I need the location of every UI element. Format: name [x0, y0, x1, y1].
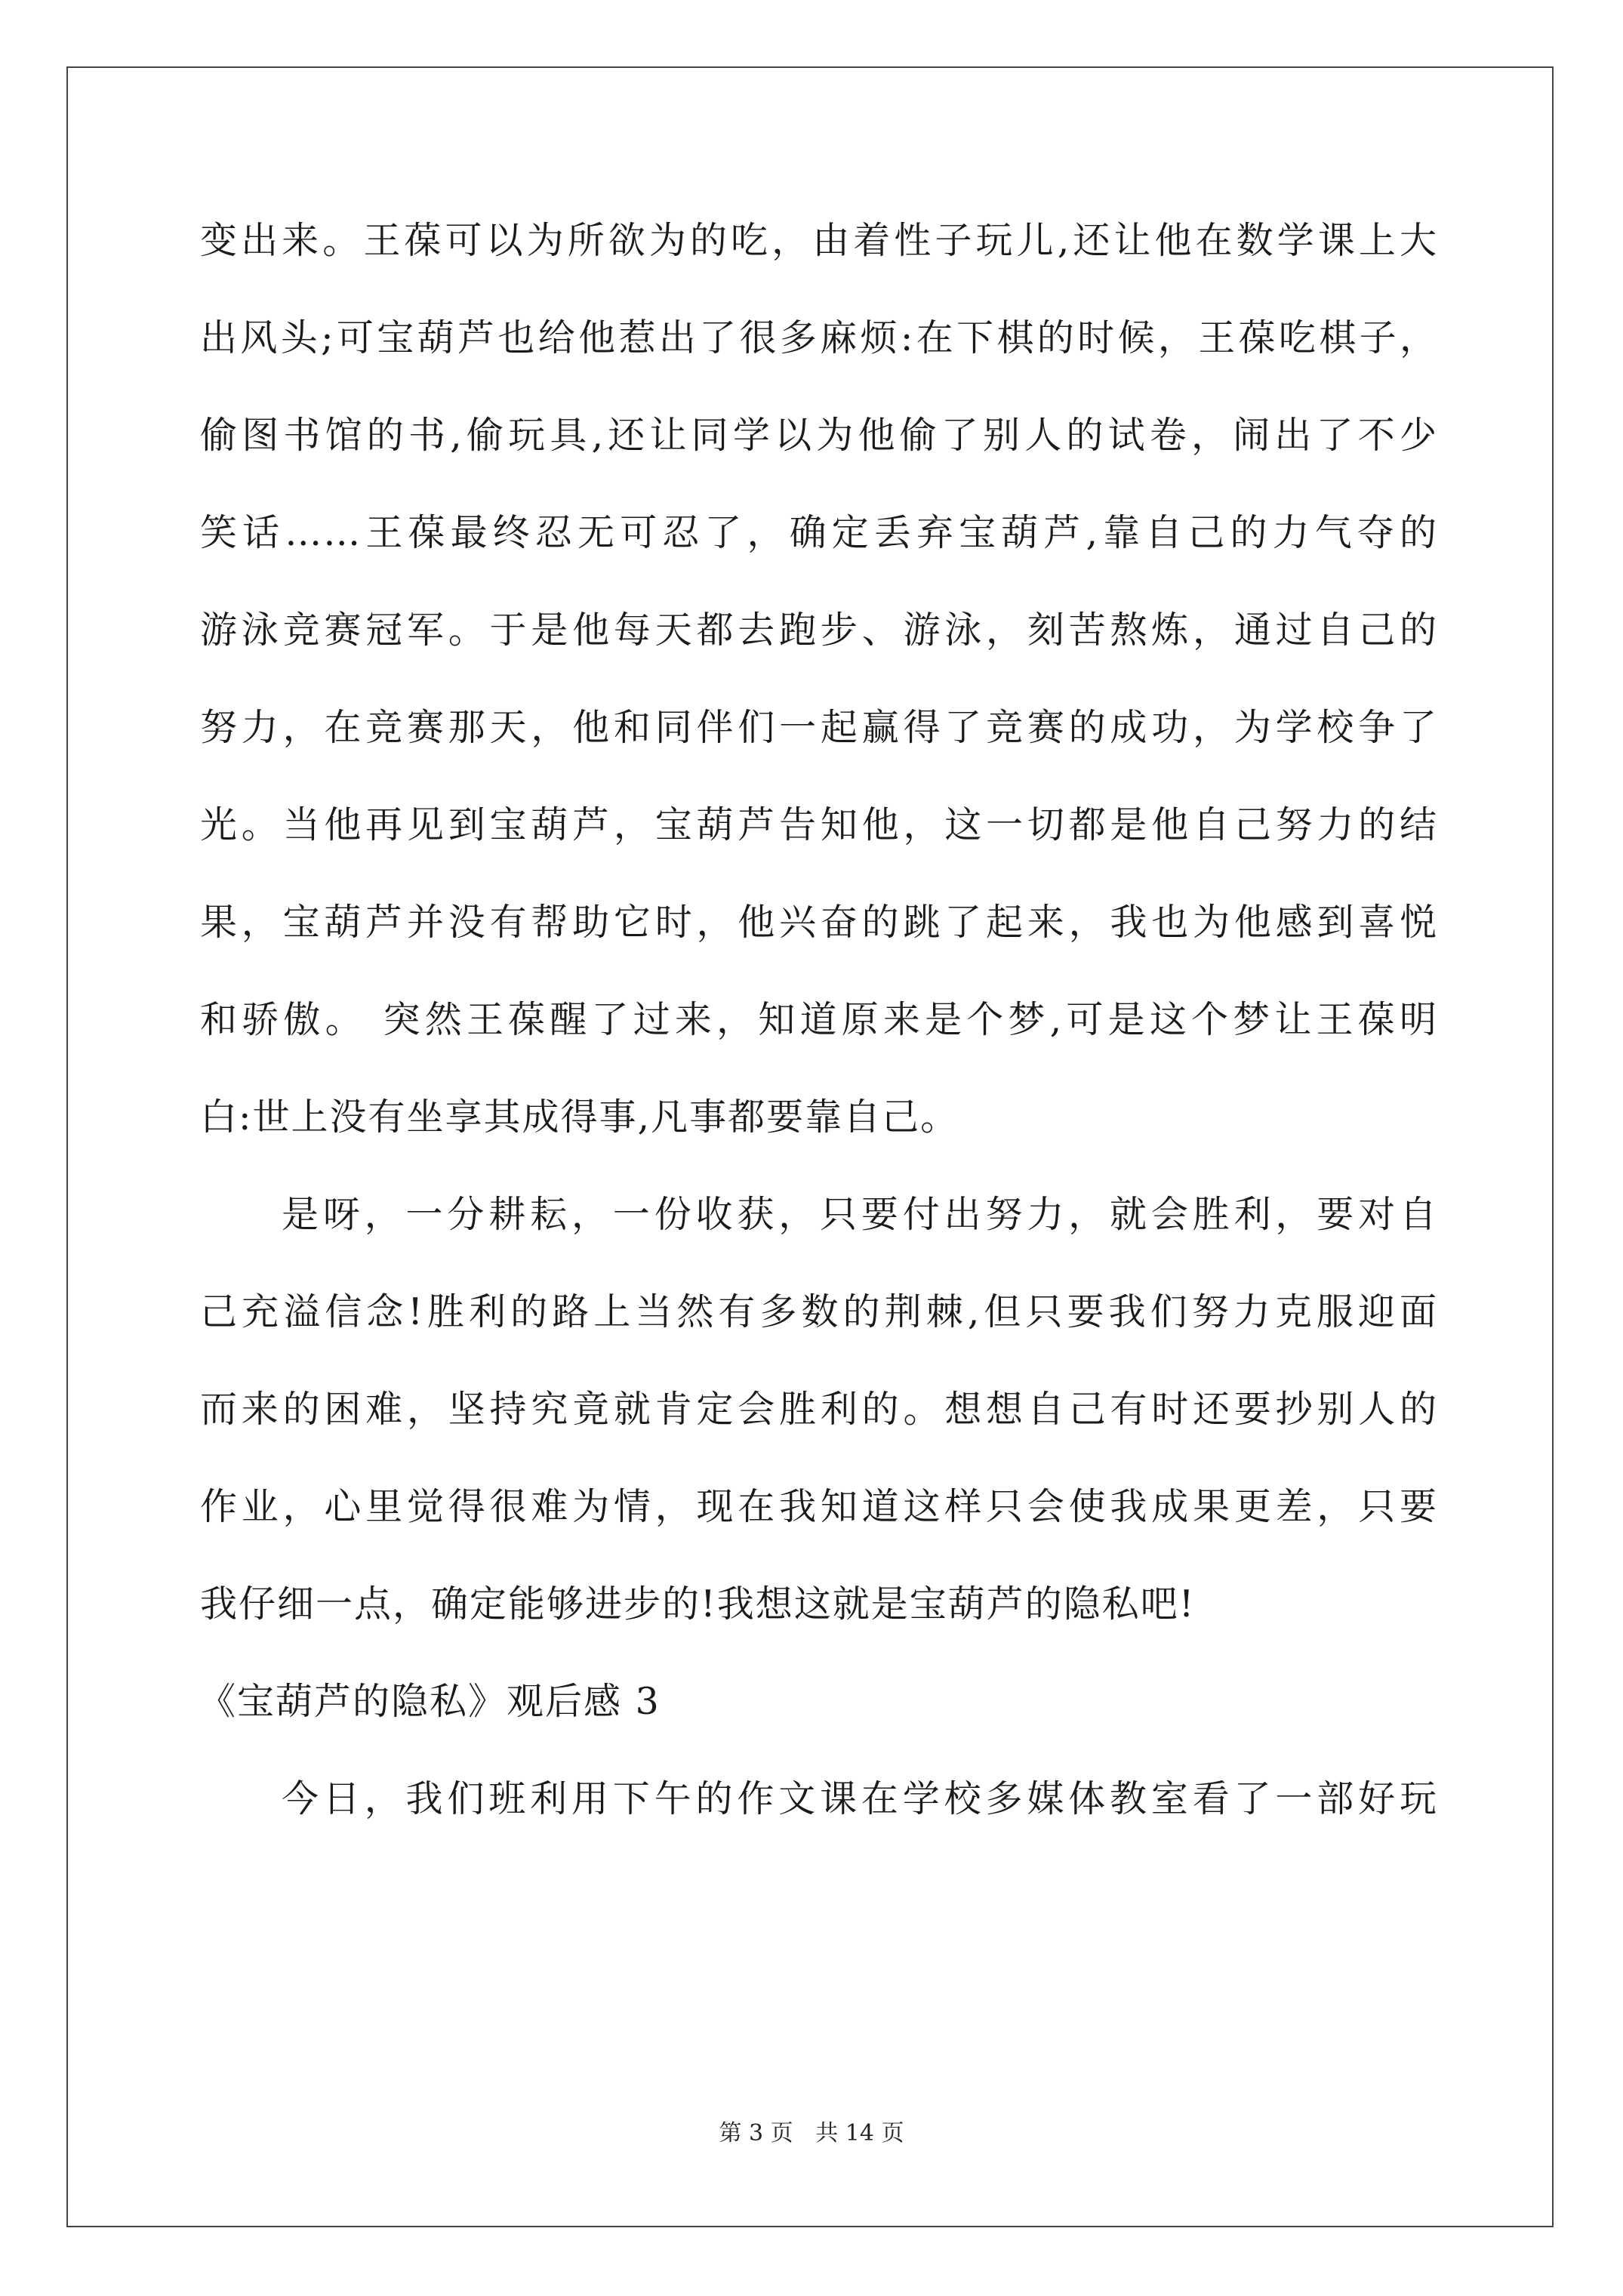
text-line: 作业，心里觉得很难为情，现在我知道这样只会使我成果更差，只要 — [200, 1485, 1438, 1528]
paragraph-3 — [200, 1777, 1438, 1821]
paragraph-1 — [200, 219, 1438, 1139]
page-number: 第 3 页 — [719, 2120, 793, 2147]
page-footer — [0, 2120, 1623, 2147]
text-line: 笑话……王葆最终忍无可忍了，确定丢弃宝葫芦,靠自己的力气夺的 — [200, 511, 1438, 554]
document-body — [200, 219, 1438, 1875]
text-line: 果，宝葫芦并没有帮助它时，他兴奋的跳了起来，我也为他感到喜悦 — [200, 901, 1438, 944]
page-total: 共 14 页 — [815, 2120, 904, 2147]
paragraph-2 — [200, 1193, 1438, 1626]
text-line: 是呀，一分耕耘，一份收获，只要付出努力，就会胜利，要对自 — [282, 1193, 1438, 1236]
text-line: 我仔细一点，确定能够进步的!我想这就是宝葫芦的隐私吧! — [200, 1583, 1196, 1626]
text-line: 和骄傲。 突然王葆醒了过来，知道原来是个梦,可是这个梦让王葆明 — [200, 998, 1438, 1041]
text-line: 而来的困难，坚持究竟就肯定会胜利的。想想自己有时还要抄别人的 — [200, 1388, 1438, 1431]
text-line: 光。当他再见到宝葫芦，宝葫芦告知他，这一切都是他自己努力的结 — [200, 803, 1438, 846]
text-line: 偷图书馆的书,偷玩具,还让同学以为他偷了别人的试卷，闹出了不少 — [200, 414, 1438, 457]
text-line: 出风头;可宝葫芦也给他惹出了很多麻烦:在下棋的时候，王葆吃棋子， — [200, 316, 1438, 359]
text-line: 今日，我们班利用下午的作文课在学校多媒体教室看了一部好玩 — [282, 1777, 1438, 1820]
text-line: 努力，在竞赛那天，他和同伴们一起赢得了竞赛的成功，为学校争了 — [200, 706, 1438, 749]
text-line: 变出来。王葆可以为所欲为的吃，由着性子玩儿,还让他在数学课上大 — [200, 219, 1438, 262]
text-line: 白:世上没有坐享其成得事,凡事都要靠自己。 — [200, 1096, 959, 1139]
text-line: 游泳竞赛冠军。于是他每天都去跑步、游泳，刻苦熬炼，通过自己的 — [200, 609, 1438, 652]
section-heading: 《宝葫芦的隐私》观后感 3 — [199, 1680, 661, 1723]
text-line: 己充溢信念!胜利的路上当然有多数的荆棘,但只要我们努力克服迎面 — [200, 1290, 1438, 1333]
